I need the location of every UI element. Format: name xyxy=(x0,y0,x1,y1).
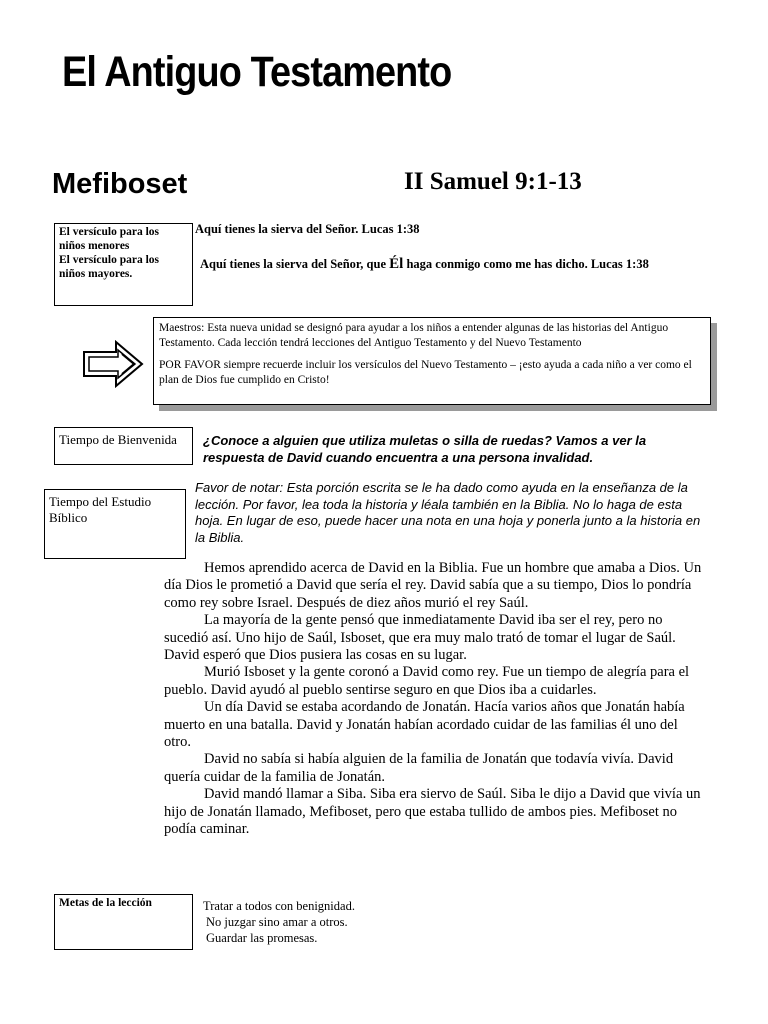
goal-item: No juzgar sino amar a otros. xyxy=(206,915,348,929)
study-note: Favor de notar: Esta porción escrita se le ha dado como ayuda en la enseñanza de la lección. Por favor, lea toda la historia y léala también en la Biblia. No lo haga de esta hoja. En lugar de eso, puede hacer una nota en una hoja y ponerla junto a la historia en la Biblia. xyxy=(195,480,701,545)
study-label: Tiempo del Estudio Bíblico xyxy=(44,489,186,559)
story-paragraph: David no sabía si había alguien de la familia de Jonatán que todavía vivía. David quería cuidar de la familia de Jonatán. xyxy=(164,751,674,785)
goals-label: Metas de la lección xyxy=(54,894,193,950)
scripture-reference: II Samuel 9:1-13 xyxy=(404,168,582,195)
verse-young-text: Aquí tienes la sierva del Señor. Lucas 1:38 xyxy=(195,222,420,236)
right-arrow-icon xyxy=(82,340,144,388)
welcome-label: Tiempo de Bienvenida xyxy=(54,427,193,465)
verse-old-part-a: Aquí tienes la sierva del Señor, que xyxy=(200,257,390,271)
lesson-title: Mefiboset xyxy=(52,168,188,200)
teacher-note-paragraph: Maestros: Esta nueva unidad se designó para ayudar a los niños a entender algunas de las historias del Antiguo Testamento. Cada lección tendrá lecciones del Antiguo Testamento y del Nuevo Testamento xyxy=(159,322,669,349)
teacher-note-box xyxy=(153,317,711,405)
goals-list xyxy=(203,898,355,946)
goal-item: Tratar a todos con benignidad. xyxy=(203,899,355,913)
verse-label-box xyxy=(54,223,193,306)
welcome-text: ¿Conoce a alguien que utiliza muletas o silla de ruedas? Vamos a ver la respuesta de David cuando encuentra a una persona invalidad. xyxy=(203,433,647,465)
story-paragraph: David mandó llamar a Siba. Siba era siervo de Saúl. Siba le dijo a David que vivía un hijo de Jonatán llamado, Mefiboset, pero que estaba tullido de ambos pies. Mefiboset no podía caminar. xyxy=(164,786,701,838)
verse-old-text xyxy=(200,256,649,273)
story-text xyxy=(164,560,708,839)
verse-label-young: El versículo para los niños menores xyxy=(59,226,159,252)
story-paragraph: La mayoría de la gente pensó que inmediatamente David iba ser el rey, pero no sucedió así. Uno hijo de Saúl, Isboset, que era muy malo trató de tomar el lugar de Saúl. David esperó que Dios pusiera las cosas en su lugar. xyxy=(164,612,676,664)
goal-item: Guardar las promesas. xyxy=(206,931,318,945)
verse-old-part-b: haga conmigo como me has dicho. Lucas 1:38 xyxy=(403,257,649,271)
main-title: El Antiguo Testamento xyxy=(62,48,452,96)
verse-label-old: El versículo para los niños mayores. xyxy=(59,254,159,280)
story-paragraph: Murió Isboset y la gente coronó a David como rey. Fue un tiempo de alegría para el pueblo. David ayudó al pueblo sentirse seguro en que Dios iba a cuidarles. xyxy=(164,664,690,698)
teacher-note-paragraph: POR FAVOR siempre recuerde incluir los versículos del Nuevo Testamento – ¡esto ayuda a cada niño a ver como el plan de Dios fue cumplido en Cristo! xyxy=(159,359,692,386)
verse-old-emphasis: Él xyxy=(389,256,404,272)
story-paragraph: Hemos aprendido acerca de David en la Biblia. Fue un hombre que amaba a Dios. Un día Dios le prometió a David que sería el rey. David sabía que a su tiempo, Dios lo pondría como rey sobre Israel. Después de diez años murió el rey Saúl. xyxy=(164,560,702,611)
story-paragraph: Un día David se estaba acordando de Jonatán. Hacía varios años que Jonatán había muerto en una batalla. David y Jonatán habían acordado cuidar de las familias él uno del otro. xyxy=(164,699,685,751)
